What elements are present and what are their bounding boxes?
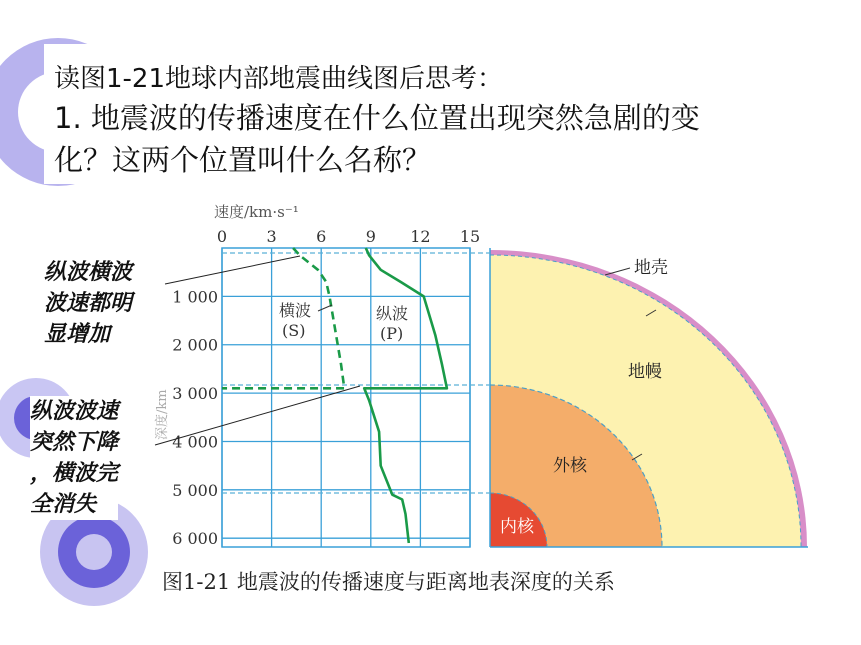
speed-tick-label: 15 [459, 227, 481, 246]
speed-tick-labels [217, 227, 480, 246]
depth-tick-label: 6 000 [172, 529, 218, 549]
p-wave-symbol: (P) [380, 324, 404, 343]
s-wave-pointer [318, 305, 332, 311]
annotation-lower [30, 396, 118, 520]
figure-caption: 图1-21 地震波的传播速度与距离地表深度的关系 [162, 570, 615, 594]
annotation-line: 纵波横波 [44, 260, 133, 285]
layer-label-inner-core: 内核 [500, 517, 534, 537]
earth-section [490, 248, 808, 547]
depth-tick-labels [172, 287, 218, 548]
speed-tick-label: 0 [216, 227, 228, 246]
annotation-line: 全消失 [30, 492, 97, 517]
annotation-line: ，横波完 [30, 461, 119, 486]
speed-axis-label: 速度/km·s⁻¹ [214, 203, 299, 221]
grid-frame [222, 248, 470, 547]
depth-tick-label: 4 000 [172, 432, 218, 452]
crust-pointer [605, 268, 630, 275]
depth-axis-label: 深度/km [155, 389, 170, 440]
annotation-line: 显增加 [44, 322, 111, 347]
speed-tick-label: 6 [316, 227, 327, 246]
question-line: 1. 地震波的传播速度在什么位置出现突然急剧的变 [54, 101, 700, 135]
layer-label-outer-core: 外核 [553, 456, 587, 476]
s-wave-label: 横波 [279, 301, 312, 320]
layer-label-mantle: 地幔 [628, 362, 662, 382]
depth-tick-label: 1 000 [172, 287, 218, 307]
annotation-line: 突然下降 [30, 430, 119, 455]
velocity-grid [222, 248, 470, 547]
question-title: 读图1-21地球内部地震曲线图后思考： [54, 64, 504, 94]
annotation-upper [44, 257, 132, 350]
p-wave-curve [364, 248, 447, 543]
question-line: 化？这两个位置叫什么名称？ [54, 143, 432, 177]
speed-tick-label: 12 [410, 227, 431, 246]
depth-tick-label: 3 000 [172, 384, 218, 404]
annotation-line: 纵波波速 [30, 399, 119, 424]
wave-curves [222, 248, 447, 543]
annotation-line: 波速都明 [44, 291, 133, 316]
depth-tick-label: 2 000 [172, 335, 218, 355]
speed-tick-label: 9 [365, 227, 376, 246]
s-wave-symbol: (S) [282, 321, 306, 340]
annotation-pointer-upper [165, 256, 300, 284]
p-wave-label: 纵波 [376, 304, 409, 323]
depth-tick-label: 5 000 [172, 480, 218, 500]
layer-label-crust: 地壳 [634, 258, 668, 278]
speed-tick-label: 3 [266, 227, 277, 246]
